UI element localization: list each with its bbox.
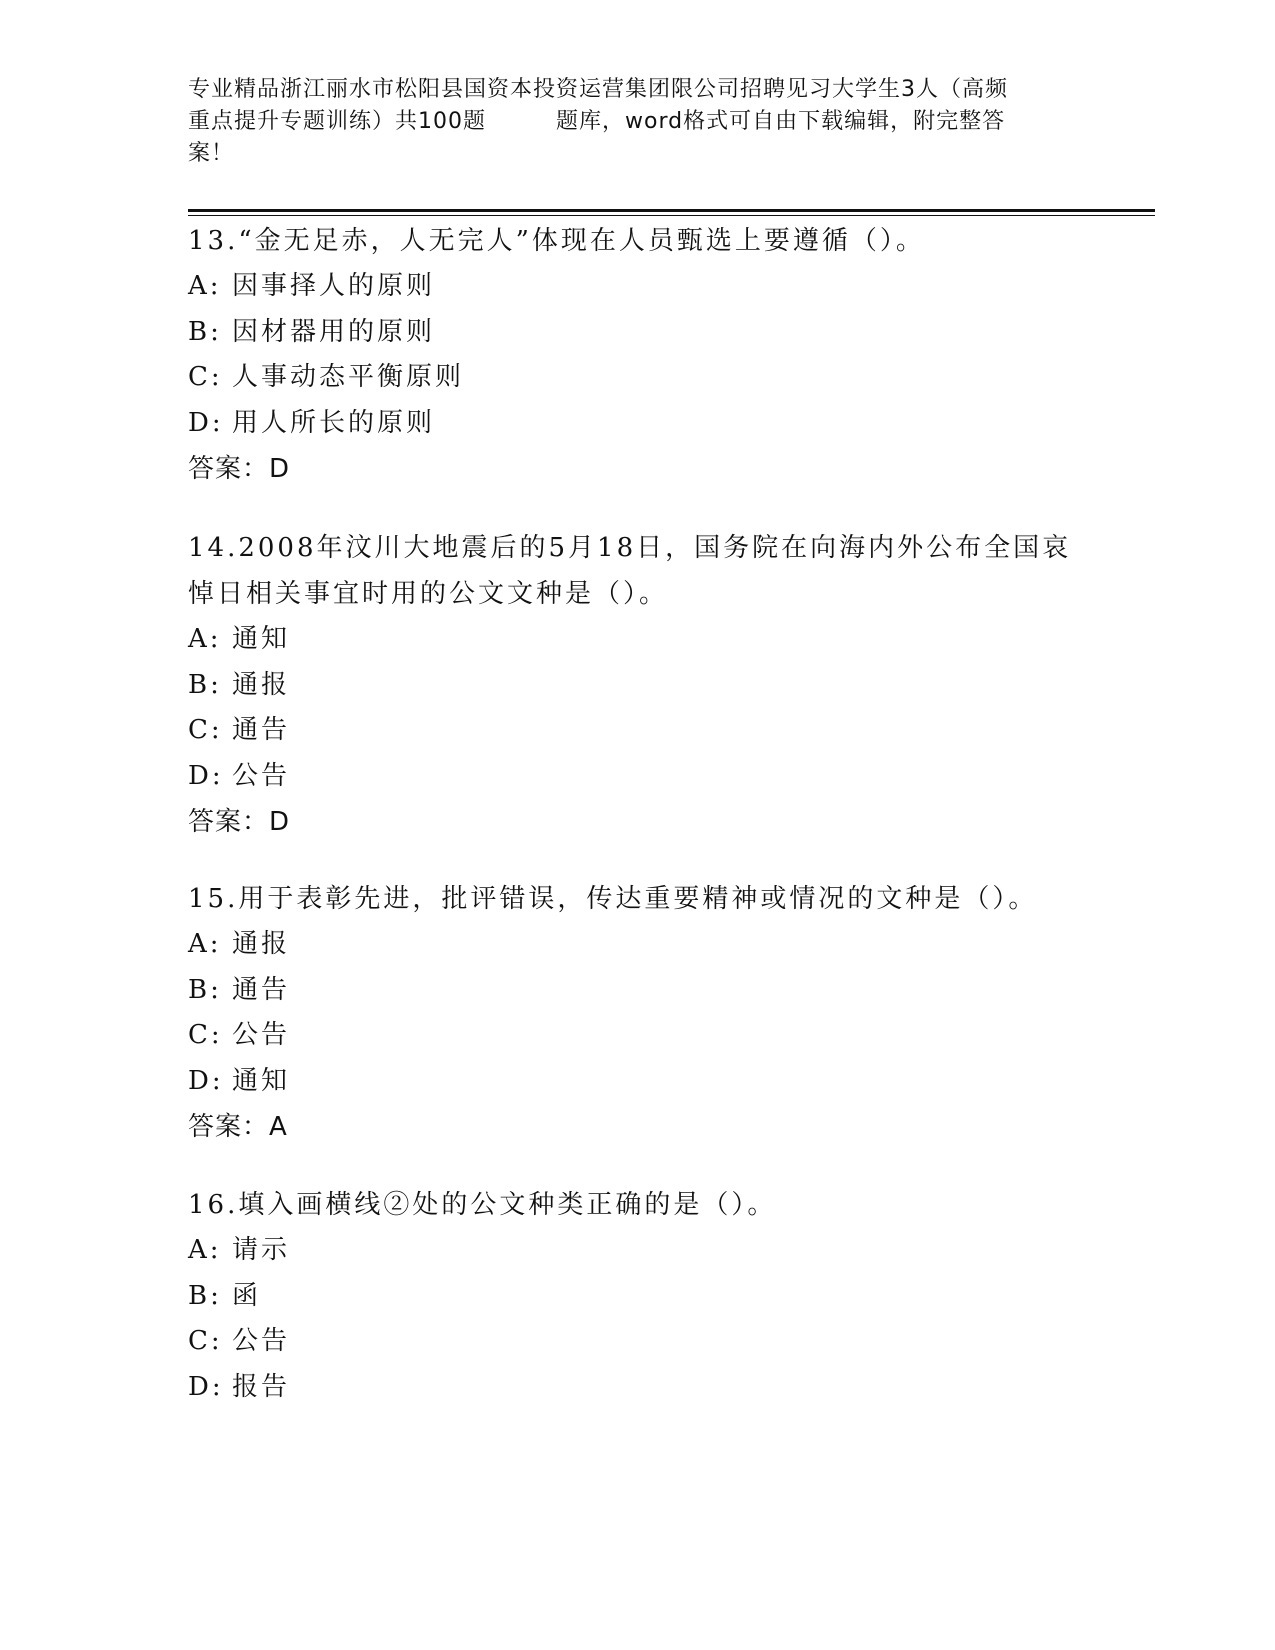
question-16 xyxy=(188,1182,1088,1410)
option-b xyxy=(188,310,1088,356)
option-letter: D: xyxy=(188,1065,224,1096)
option-text: 通知 xyxy=(232,624,291,654)
option-text: 公告 xyxy=(232,1326,291,1356)
header-divider-thick xyxy=(188,209,1155,212)
option-text: 通知 xyxy=(232,1065,291,1096)
option-text: 用人所长的原则 xyxy=(232,407,436,438)
question-stem: 16.填入画横线②处的公文种类正确的是（）。 xyxy=(188,1190,777,1220)
option-letter: C: xyxy=(188,715,223,745)
option-text: 公告 xyxy=(232,760,291,791)
option-d xyxy=(188,1059,1088,1105)
option-letter: C: xyxy=(188,1020,223,1050)
option-a xyxy=(188,264,1088,310)
option-b xyxy=(188,1274,1088,1320)
answer-line: 答案：D xyxy=(188,807,291,837)
option-c xyxy=(188,708,1088,754)
option-letter: B: xyxy=(188,669,222,700)
option-text: 公告 xyxy=(232,1020,291,1050)
header-line-3: 案！ xyxy=(188,141,235,166)
option-text: 报告 xyxy=(232,1371,291,1402)
option-text: 通告 xyxy=(232,974,291,1005)
option-text: 因事择人的原则 xyxy=(232,271,436,301)
option-c xyxy=(188,1319,1088,1365)
option-letter: A: xyxy=(188,1235,222,1265)
question-14 xyxy=(188,525,1088,845)
option-text: 函 xyxy=(232,1280,262,1311)
option-text: 通报 xyxy=(232,669,291,700)
option-letter: A: xyxy=(188,624,222,654)
option-letter: B: xyxy=(188,1280,222,1311)
option-letter: C: xyxy=(188,362,223,392)
option-a xyxy=(188,617,1088,663)
option-b xyxy=(188,968,1088,1014)
option-d xyxy=(188,1365,1088,1411)
question-13 xyxy=(188,218,1088,492)
option-letter: D: xyxy=(188,407,224,438)
question-stem: 15.用于表彰先进，批评错误，传达重要精神或情况的文种是（）。 xyxy=(188,884,1038,914)
header-line-2 xyxy=(188,106,1088,138)
option-letter: D: xyxy=(188,1371,224,1402)
option-letter: A: xyxy=(188,271,222,301)
option-c xyxy=(188,355,1088,401)
option-letter: C: xyxy=(188,1326,223,1356)
option-letter: A: xyxy=(188,929,222,959)
question-stem: 14.2008年汶川大地震后的5月18日，国务院在向海内外公布全国哀悼日相关事宜时用的公文文种是（）。 xyxy=(188,533,1072,609)
header-line-1: 专业精品浙江丽水市松阳县国资本投资运营集团限公司招聘见习大学生3人（高频 xyxy=(188,77,1008,102)
option-letter: D: xyxy=(188,760,224,791)
header-line-2-part-b: 题库，word格式可自由下载编辑，附完整答 xyxy=(556,109,1006,134)
header-divider-thin xyxy=(188,215,1155,216)
option-text: 人事动态平衡原则 xyxy=(232,362,465,392)
option-a xyxy=(188,922,1088,968)
option-text: 因材器用的原则 xyxy=(232,316,436,347)
option-a xyxy=(188,1228,1088,1274)
question-stem: 13.“金无足赤，人无完人”体现在人员甄选上要遵循（）。 xyxy=(188,226,925,256)
question-15 xyxy=(188,876,1088,1150)
answer-line: 答案：A xyxy=(188,1112,288,1142)
answer-line: 答案：D xyxy=(188,454,291,484)
option-text: 通报 xyxy=(232,929,291,959)
option-letter: B: xyxy=(188,316,222,347)
option-text: 请示 xyxy=(232,1235,291,1265)
option-d xyxy=(188,754,1088,800)
option-c xyxy=(188,1013,1088,1059)
header-line-2-part-a: 重点提升专题训练）共100题 xyxy=(188,109,486,134)
option-d xyxy=(188,401,1088,447)
option-text: 通告 xyxy=(232,715,291,745)
document-header xyxy=(188,74,1088,170)
option-b xyxy=(188,663,1088,709)
option-letter: B: xyxy=(188,974,222,1005)
